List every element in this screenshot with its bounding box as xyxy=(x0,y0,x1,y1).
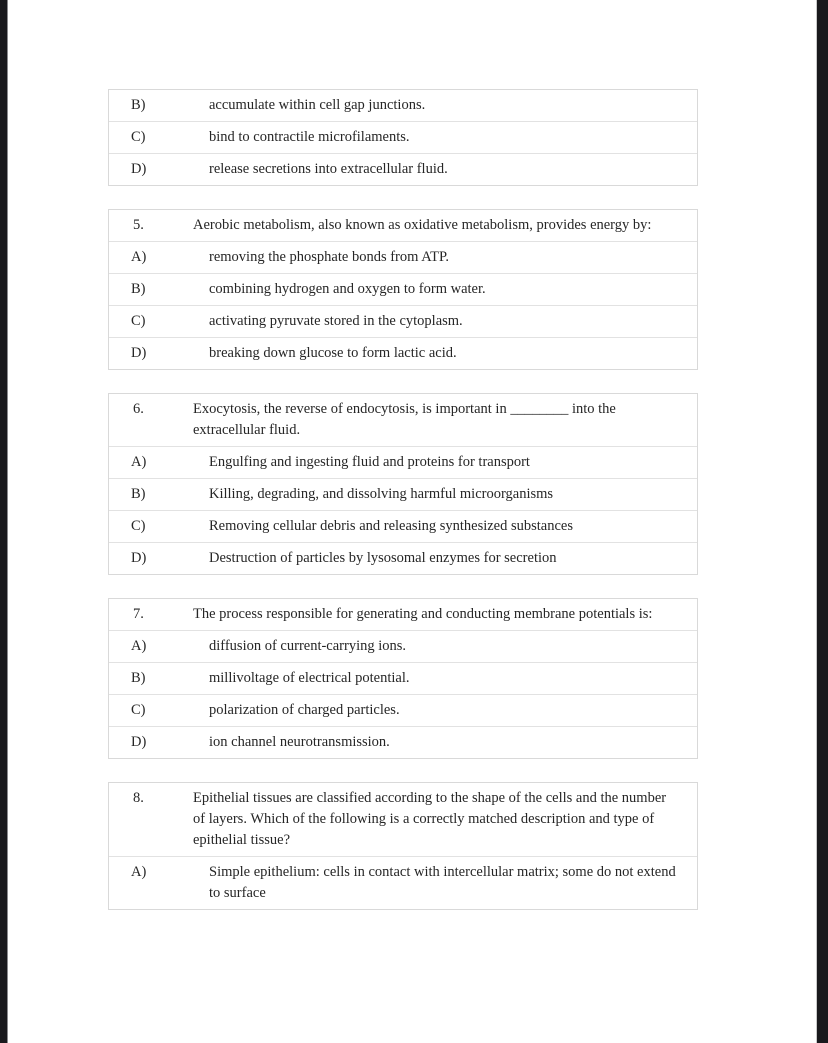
option-row xyxy=(109,542,697,574)
option-letter: D) xyxy=(131,161,147,177)
option-text: breaking down glucose to form lactic acid. xyxy=(209,345,457,361)
question-block xyxy=(108,598,698,759)
question-row xyxy=(109,783,697,856)
option-letter: B) xyxy=(131,670,146,686)
option-text: millivoltage of electrical potential. xyxy=(209,670,410,686)
question-row xyxy=(109,394,697,446)
option-row xyxy=(109,121,697,153)
option-row xyxy=(109,153,697,185)
option-row xyxy=(109,478,697,510)
option-letter: A) xyxy=(131,864,147,880)
option-letter: D) xyxy=(131,345,147,361)
question-number: 5. xyxy=(133,217,144,233)
option-letter: C) xyxy=(131,518,146,534)
option-letter: D) xyxy=(131,734,147,750)
option-row xyxy=(109,337,697,369)
question-text: Aerobic metabolism, also known as oxidative metabolism, provides energy by: xyxy=(193,217,652,233)
option-text: Removing cellular debris and releasing synthesized substances xyxy=(209,518,574,534)
option-letter: B) xyxy=(131,486,146,502)
viewer-right-edge xyxy=(816,0,828,1043)
question-block xyxy=(108,782,698,910)
question-block xyxy=(108,89,698,186)
option-letter: A) xyxy=(131,638,147,654)
option-text: ion channel neurotransmission. xyxy=(209,734,390,750)
option-letter: D) xyxy=(131,550,147,566)
option-text: diffusion of current-carrying ions. xyxy=(209,638,407,654)
question-text: Epithelial tissues are classified according to the shape of the cells and the number of layers. Which of the following is a correctly matched description and type of epithelial tissue? xyxy=(193,790,667,848)
question-row xyxy=(109,599,697,630)
question-text: Exocytosis, the reverse of endocytosis, is important in ________ into the extracellular fluid. xyxy=(193,401,616,438)
question-number: 6. xyxy=(133,401,144,417)
option-text: activating pyruvate stored in the cytoplasm. xyxy=(209,313,463,329)
option-text: Engulfing and ingesting fluid and proteins for transport xyxy=(209,454,530,470)
option-row xyxy=(109,273,697,305)
option-row xyxy=(109,856,697,909)
option-text: combining hydrogen and oxygen to form water. xyxy=(209,281,486,297)
option-row xyxy=(109,630,697,662)
question-text: The process responsible for generating and conducting membrane potentials is: xyxy=(193,606,653,622)
option-text: accumulate within cell gap junctions. xyxy=(209,97,426,113)
option-letter: B) xyxy=(131,97,146,113)
question-row xyxy=(109,210,697,241)
option-row xyxy=(109,305,697,337)
option-text: Simple epithelium: cells in contact with intercellular matrix; some do not extend to surface xyxy=(209,864,676,901)
quiz-content xyxy=(108,89,698,933)
option-row xyxy=(109,726,697,758)
option-row xyxy=(109,662,697,694)
option-text: removing the phosphate bonds from ATP. xyxy=(209,249,450,265)
option-letter: C) xyxy=(131,702,146,718)
option-letter: B) xyxy=(131,281,146,297)
option-row xyxy=(109,510,697,542)
option-letter: C) xyxy=(131,129,146,145)
question-number: 7. xyxy=(133,606,144,622)
question-number: 8. xyxy=(133,790,144,806)
option-text: bind to contractile microfilaments. xyxy=(209,129,410,145)
option-row xyxy=(109,90,697,121)
option-text: release secretions into extracellular fluid. xyxy=(209,161,448,177)
question-block xyxy=(108,209,698,370)
option-row xyxy=(109,694,697,726)
option-row xyxy=(109,241,697,273)
viewer-left-edge xyxy=(0,0,8,1043)
option-text: Destruction of particles by lysosomal enzymes for secretion xyxy=(209,550,557,566)
option-row xyxy=(109,446,697,478)
option-text: polarization of charged particles. xyxy=(209,702,400,718)
question-block xyxy=(108,393,698,575)
option-letter: A) xyxy=(131,454,147,470)
option-text: Killing, degrading, and dissolving harmful microorganisms xyxy=(209,486,554,502)
option-letter: C) xyxy=(131,313,146,329)
option-letter: A) xyxy=(131,249,147,265)
